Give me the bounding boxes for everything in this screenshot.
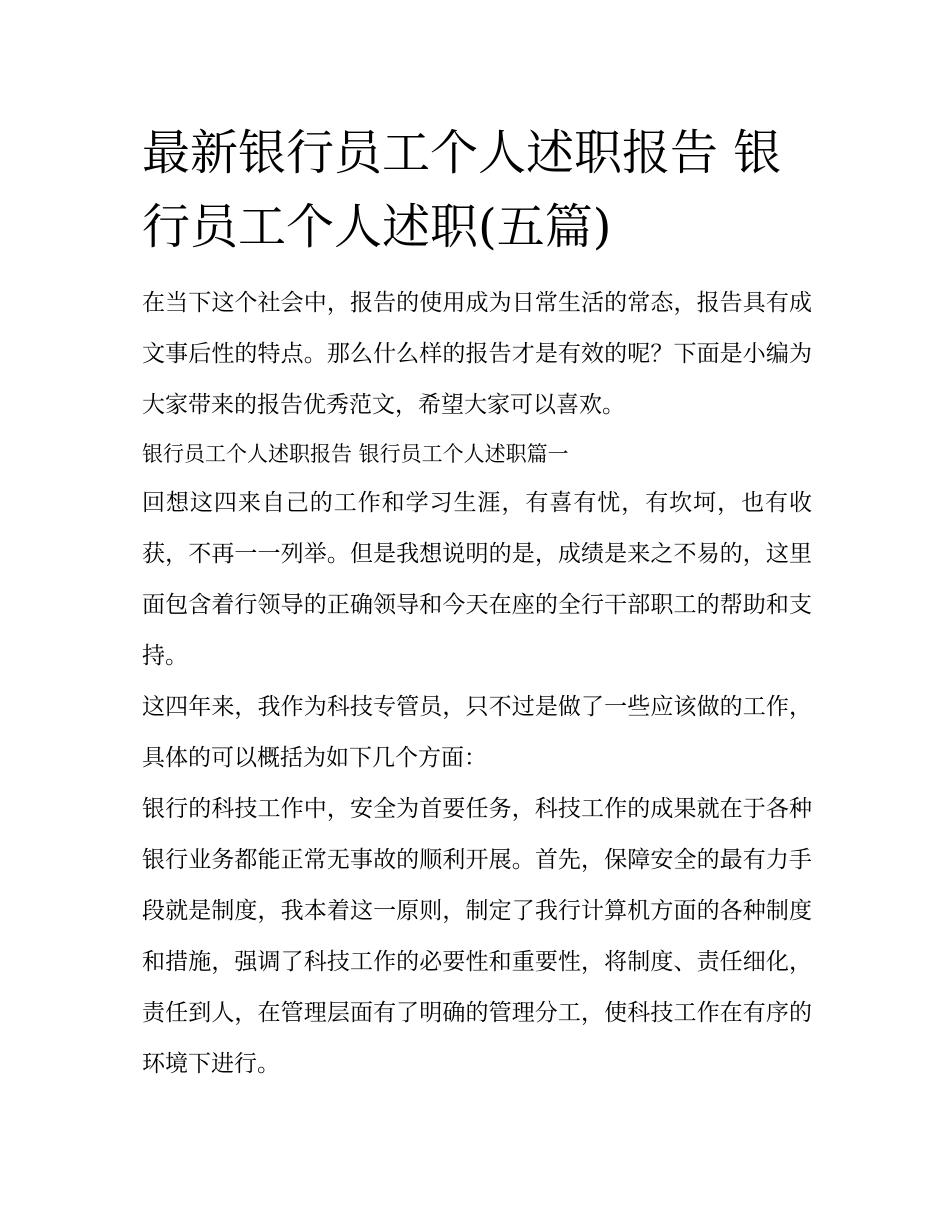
document-title: 最新银行员工个人述职报告 银行员工个人述职(五篇) [142, 125, 782, 255]
section-heading: 银行员工个人述职报告 银行员工个人述职篇一 [142, 442, 569, 466]
body-paragraph-3: 银行的科技工作中，安全为首要任务，科技工作的成果就在于各种银行业务都能正常无事故的顺利开展。首先，保障安全的最有力手段就是制度，我本着这一原则，制定了我行计算机方面的各种制度和措施，强调了科技工作的必要性和重要性，将制度、责任细化，责任到人，在管理层面有了明确的管理分工，使科技工作在有序的环境下进行。 [142, 796, 812, 1077]
intro-paragraph: 在当下这个社会中，报告的使用成为日常生活的常态，报告具有成文事后性的特点。那么什么样的报告才是有效的呢？下面是小编为大家带来的报告优秀范文，希望大家可以喜欢。 [142, 290, 812, 418]
document-body [142, 278, 812, 1090]
document-content [142, 116, 812, 1090]
body-paragraph-1: 回想这四来自己的工作和学习生涯，有喜有忧，有坎坷，也有收获，不再一一列举。但是我想说明的是，成绩是来之不易的，这里面包含着行领导的正确领导和今天在座的全行干部职工的帮助和支持。 [142, 490, 812, 669]
body-paragraph-2: 这四年来，我作为科技专管员，只不过是做了一些应该做的工作，具体的可以概括为如下几个方面： [142, 694, 812, 771]
